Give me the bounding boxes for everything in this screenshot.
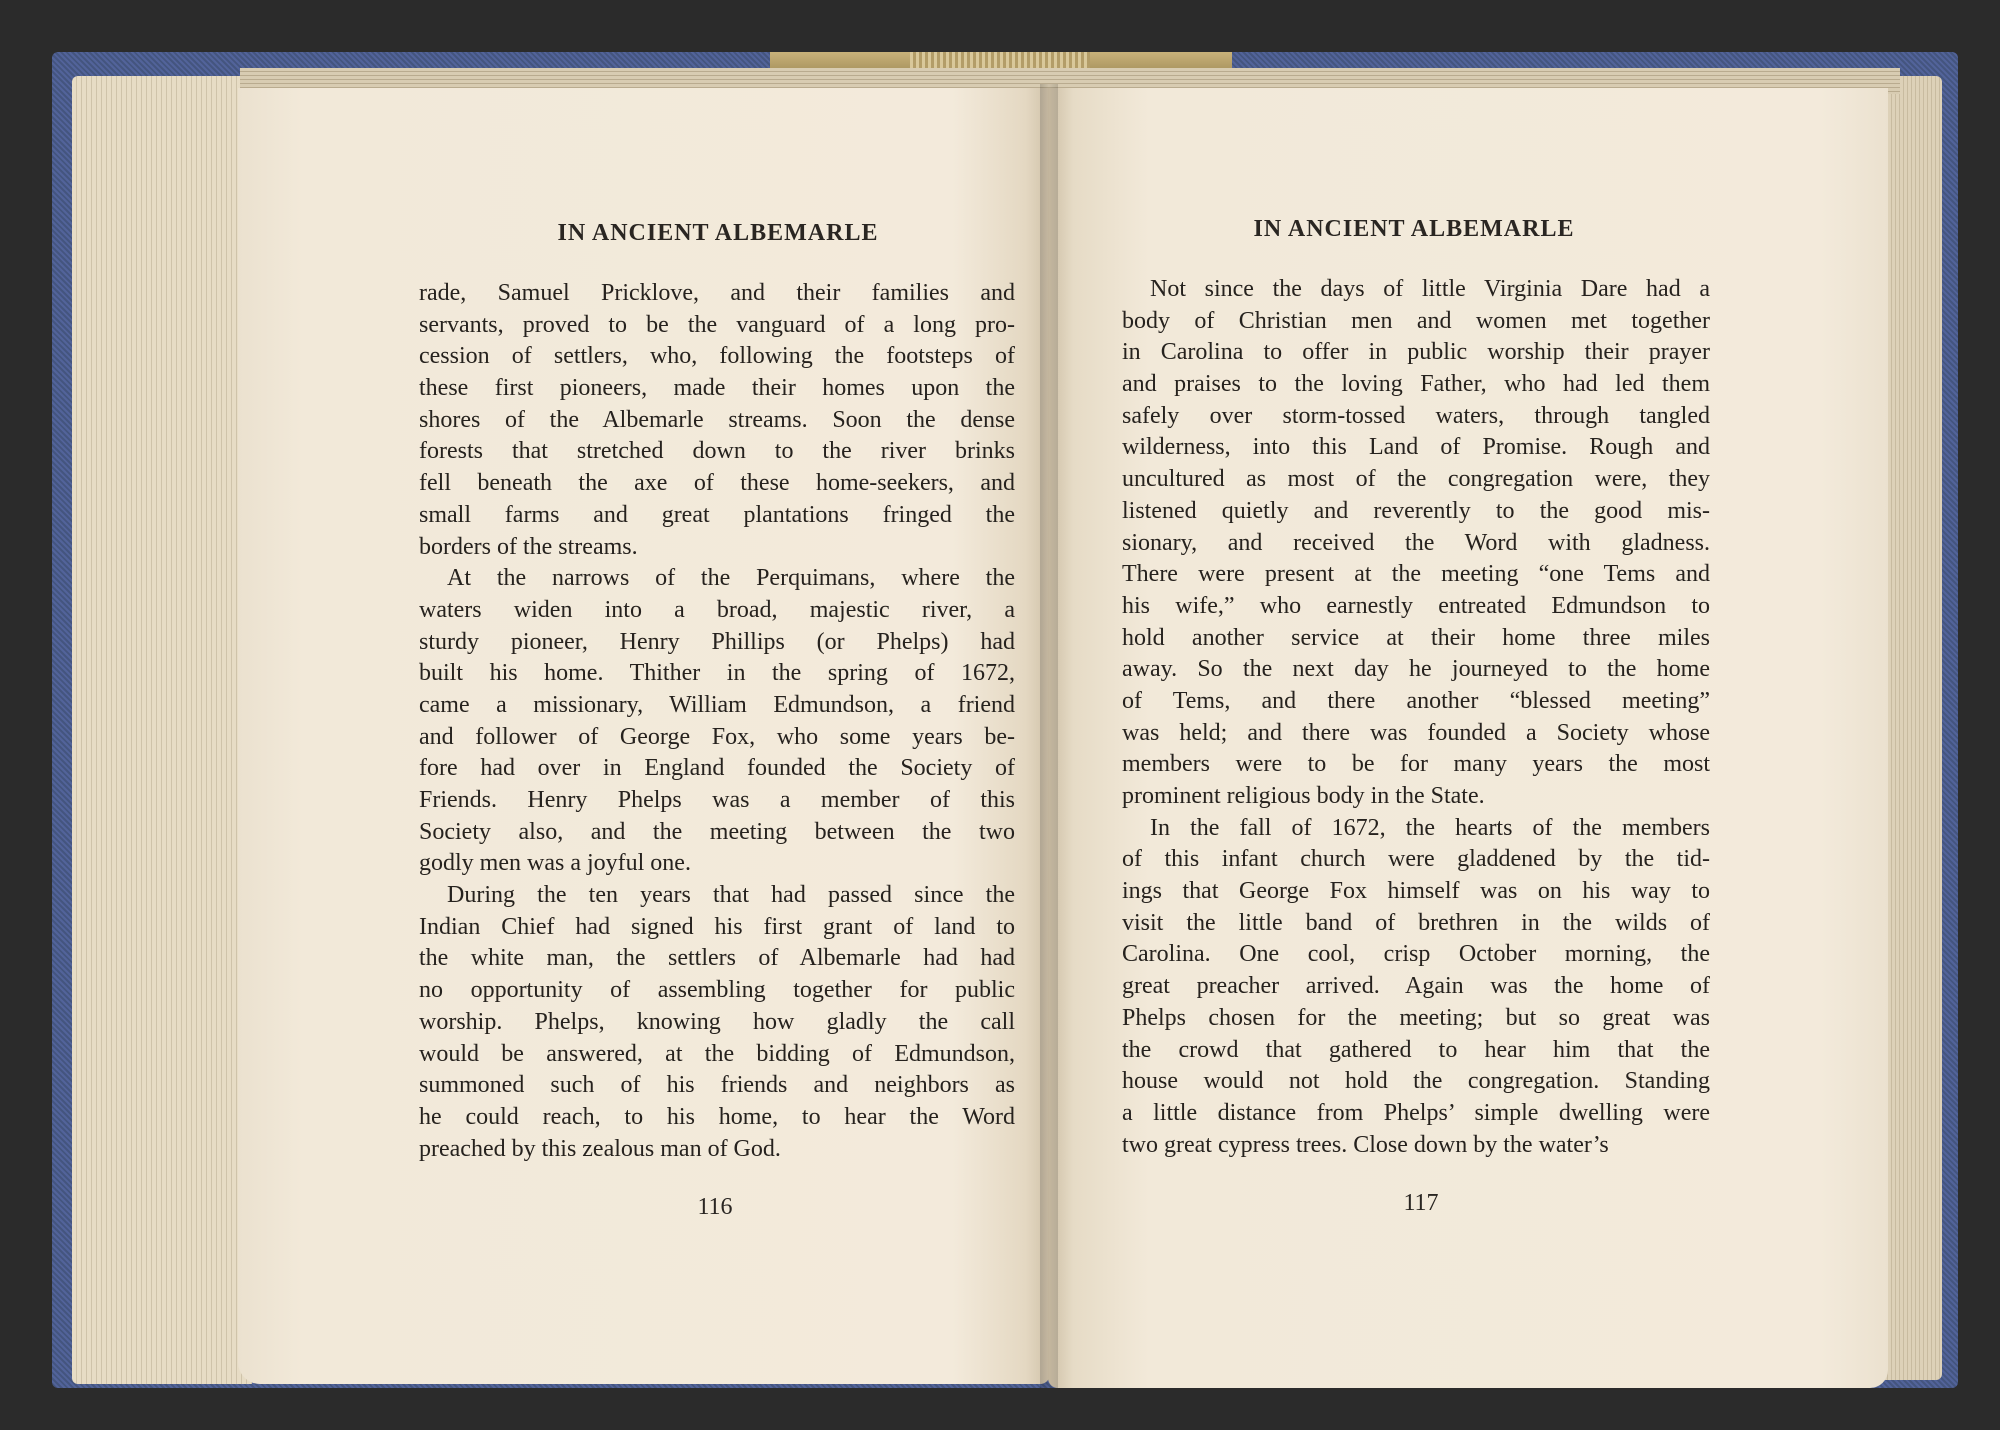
text-line: sionary, and received the Word with gladness. <box>1122 529 1710 556</box>
text-line: wilderness, into this Land of Promise. Rough and <box>1122 434 1710 461</box>
text-line: uncultured as most of the congregation were, they <box>1122 466 1710 493</box>
text-line: no opportunity of assembling together for public <box>419 977 1015 1004</box>
text-line: fore had over in England founded the Society of <box>419 755 1015 782</box>
text-line: house would not hold the congregation. Standing <box>1122 1068 1710 1095</box>
text-line: visit the little band of brethren in the wilds of <box>1122 909 1710 936</box>
text-line: small farms and great plantations fringed the <box>419 501 1015 528</box>
text-line: these first pioneers, made their homes upon the <box>419 375 1015 402</box>
right-running-head: IN ANCIENT ALBEMARLE <box>1253 216 1575 242</box>
text-line: members were to be for many years the most <box>1122 751 1710 778</box>
text-line: his wife,” who earnestly entreated Edmundson to <box>1122 592 1710 619</box>
text-line: listened quietly and reverently to the good mis- <box>1122 497 1710 524</box>
text-line: body of Christian men and women met together <box>1122 307 1710 334</box>
text-line: sturdy pioneer, Henry Phillips (or Phelps) had <box>419 628 1015 655</box>
text-line: servants, proved to be the vanguard of a long pro- <box>419 311 1015 338</box>
text-line: waters widen into a broad, majestic river, a <box>419 596 1015 623</box>
text-line: In the fall of 1672, the hearts of the members <box>1150 814 1710 841</box>
left-page-number: 116 <box>697 1194 733 1220</box>
text-line: and praises to the loving Father, who had led them <box>1122 371 1710 398</box>
text-line: cession of settlers, who, following the footsteps of <box>419 343 1015 370</box>
text-line: a little distance from Phelps’ simple dwelling were <box>1122 1099 1710 1126</box>
text-line: he could reach, to his home, to hear the Word <box>419 1103 1015 1130</box>
text-line: Phelps chosen for the meeting; but so great was <box>1122 1004 1710 1031</box>
text-line: of this infant church were gladdened by the tid- <box>1122 846 1710 873</box>
text-line: godly men was a joyful one. <box>419 850 691 877</box>
text-line: There were present at the meeting “one Tems and <box>1122 561 1710 588</box>
text-line: built his home. Thither in the spring of 1672, <box>419 660 1015 687</box>
text-line: hold another service at their home three miles <box>1122 624 1710 651</box>
text-line: fell beneath the axe of these home-seekers, and <box>419 470 1015 497</box>
text-line: prominent religious body in the State. <box>1122 783 1485 809</box>
text-line: During the ten years that had passed since the <box>447 882 1015 909</box>
right-page-number: 117 <box>1403 1190 1439 1216</box>
text-line: Carolina. One cool, crisp October morning, the <box>1122 941 1710 968</box>
text-line: worship. Phelps, knowing how gladly the call <box>419 1008 1015 1035</box>
text-line: away. So the next day he journeyed to the home <box>1122 656 1710 683</box>
text-line: of Tems, and there another “blessed meeting” <box>1122 687 1710 714</box>
text-line: was held; and there was founded a Society whose <box>1122 719 1710 746</box>
page-edges-right <box>1880 76 1942 1380</box>
text-line: At the narrows of the Perquimans, where the <box>447 565 1015 592</box>
page-edges-left <box>72 76 252 1384</box>
text-line: summoned such of his friends and neighbors as <box>419 1072 1015 1099</box>
right-body-text <box>1122 274 1710 1161</box>
text-line: in Carolina to offer in public worship their prayer <box>1122 339 1710 366</box>
text-line: safely over storm-tossed waters, through tangled <box>1122 402 1710 429</box>
text-line: ings that George Fox himself was on his way to <box>1122 878 1710 905</box>
text-line: two great cypress trees. Close down by the water’s <box>1122 1131 1609 1158</box>
text-line: Indian Chief had signed his first grant of land to <box>419 913 1015 940</box>
text-line: Friends. Henry Phelps was a member of this <box>419 787 1015 813</box>
text-line: great preacher arrived. Again was the home of <box>1122 973 1710 1000</box>
text-line: preached by this zealous man of God. <box>419 1135 781 1162</box>
text-line: Not since the days of little Virginia Dare had a <box>1150 276 1710 302</box>
text-line: shores of the Albemarle streams. Soon the dense <box>419 406 1015 433</box>
text-line: borders of the streams. <box>419 533 638 560</box>
text-line: Society also, and the meeting between the two <box>419 818 1015 845</box>
left-running-head: IN ANCIENT ALBEMARLE <box>557 220 879 246</box>
book-gutter <box>1040 84 1058 1388</box>
text-line: the white man, the settlers of Albemarle had had <box>419 945 1015 972</box>
text-line: forests that stretched down to the river brinks <box>419 438 1015 465</box>
left-body-text <box>419 278 1015 1165</box>
text-line: and follower of George Fox, who some years be- <box>419 723 1015 750</box>
text-line: rade, Samuel Pricklove, and their families and <box>419 280 1015 306</box>
text-line: came a missionary, William Edmundson, a friend <box>419 691 1015 718</box>
text-line: would be answered, at the bidding of Edmundson, <box>419 1040 1015 1067</box>
text-line: the crowd that gathered to hear him that the <box>1122 1036 1710 1063</box>
